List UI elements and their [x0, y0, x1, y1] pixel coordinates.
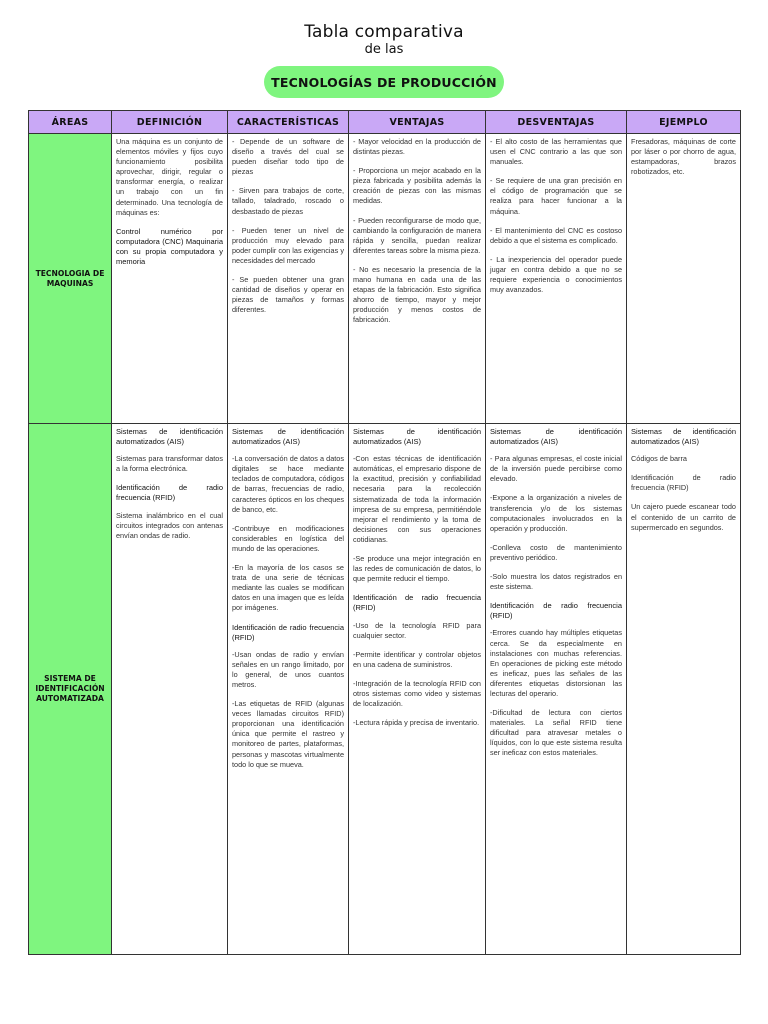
header-definicion: DEFINICIÓN: [112, 111, 228, 134]
cell-text: -Errores cuando hay múltiples etiquetas cerca. Se da especialmente en instalaciones con muchas referencias. En operaciones de picking este método es ineficaz, pues las señales de las diferentes etiquetas distorsionan las lecturas del operario.: [490, 628, 622, 698]
cell-text: -Usan ondas de radio y envían señales en un rango limitado, por lo general, de unos cuantos metros.: [232, 649, 344, 689]
cell-text: Sistema inalámbrico en el cual circuitos integrados con antenas envían ondas de radio.: [116, 510, 223, 540]
cell-text: - Pueden reconfigurarse de modo que, cambiando la configuración de manera rápida y sencilla, puedan realizar diferentes tareas sobre la misma pieza.: [353, 215, 481, 255]
table-row-maquinas: [29, 134, 741, 424]
cell-subheading: Sistemas de identificación automatizados (AIS): [353, 427, 481, 447]
desventajas-cell: [486, 424, 627, 955]
cell-text: -Conlleva costo de mantenimiento preventivo periódico.: [490, 542, 622, 562]
table-row-identificacion: [29, 424, 741, 955]
cell-text: - El mantenimiento del CNC es costoso debido a que el sistema es complicado.: [490, 225, 622, 245]
cell-text: Una máquina es un conjunto de elementos móviles y fijos cuyo funcionamiento posibilita aprovechar, dirigir, regular o transformar energía, o realizar un trabajo con un fin determinado. Una tecnología de máquinas es:: [116, 137, 223, 217]
ejemplo-cell: [627, 134, 741, 424]
area-cell: TECNOLOGIA DE MAQUINAS: [29, 134, 112, 424]
page-subtitle: de las: [364, 42, 404, 57]
ventajas-cell: [349, 134, 486, 424]
cell-text: - Para algunas empresas, el coste inicial de la inversión puede percibirse como elevado.: [490, 454, 622, 484]
desventajas-cell: [486, 134, 627, 424]
header-ejemplo: EJEMPLO: [627, 111, 741, 134]
cell-text: -Contribuye en modificaciones considerables en logística del mundo de las operaciones.: [232, 523, 344, 553]
header-ventajas: VENTAJAS: [349, 111, 486, 134]
area-cell: SISTEMA DE IDENTIFICACIÓN AUTOMATIZADA: [29, 424, 112, 955]
header-desventajas: DESVENTAJAS: [486, 111, 627, 134]
cell-text: Identificación de radio frecuencia (RFID): [631, 473, 736, 493]
cell-subheading: Sistemas de identificación automatizados (AIS): [116, 427, 223, 447]
cell-text: Códigos de barra: [631, 454, 687, 464]
ventajas-cell: [349, 424, 486, 955]
cell-text: -Las etiquetas de RFID (algunas veces llamadas circuitos RFID) proporcionan una identificación única que permite el rastreo y monitoreo de partes, plataformas, personas y mascotas virtualmente todo lo que se mueva.: [232, 699, 344, 769]
highlight-title-text: TECNOLOGÍAS DE PRODUCCIÓN: [271, 74, 497, 90]
cell-subheading: Identificación de radio frecuencia (RFID): [490, 601, 622, 621]
cell-subheading: Sistemas de identificación automatizados (AIS): [232, 427, 344, 447]
cell-text: -La conversación de datos a datos digitales se hace mediante teclados de computadora, códigos de barras, frecuencias de radio, caracteres ópticos en los cheques de banco, etc.: [232, 454, 344, 514]
cell-text: -Con estas técnicas de identificación automáticas, el empresario dispone de la exactitud, precisión y confiabilidad necesaria para la recolección sistematizada de toda la información impresa de su empresa, permitiéndole mejorar el rendimiento y la toma de decisiones con sus operaciones cotidianas.: [353, 454, 481, 544]
caracteristicas-cell: [228, 134, 349, 424]
definicion-cell: [112, 424, 228, 955]
comparison-table: [28, 110, 741, 955]
cell-text: -En la mayoría de los casos se trata de una serie de técnicas mediante las cuales se modifican datos en una imagen que es leída por imágenes.: [232, 563, 344, 613]
cell-text: - No es necesario la presencia de la mano humana en cada una de las etapas de la fabricación. Esto significa ahorro de tiempo, mayor y mejor producción y menos costos de fabricación.: [353, 264, 481, 325]
cell-text: - Se requiere de una gran precisión en el código de programación que se realiza para hacer funcionar a la máquina.: [490, 176, 622, 216]
cell-text: Control numérico por computadora (CNC) Maquinaria con su propia computadora y memoria: [116, 226, 223, 267]
header-caracteristicas: CARACTERÍSTICAS: [228, 111, 349, 134]
cell-text: -Lectura rápida y precisa de inventario.: [353, 718, 480, 728]
header-areas: ÁREAS: [29, 111, 112, 134]
cell-text: -Permite identificar y controlar objetos en una cadena de suministros.: [353, 649, 481, 669]
caracteristicas-cell: [228, 424, 349, 955]
highlight-title: [264, 66, 504, 98]
cell-text: - Mayor velocidad en la producción de distintas piezas.: [353, 137, 481, 157]
cell-text: -Dificultad de lectura con ciertos materiales. La señal RFID tiene dificultad para atravesar metales o líquidos, con lo que este sistema resulta ser ineficaz con estos materiales.: [490, 708, 622, 758]
cell-text: - Depende de un software de diseño a través del cual se pueden diseñar todo tipo de piezas: [232, 137, 344, 177]
cell-subheading: Sistemas de identificación automatizados (AIS): [490, 427, 622, 447]
cell-text: -Solo muestra los datos registrados en este sistema.: [490, 572, 622, 592]
definicion-cell: [112, 134, 228, 424]
cell-text: -Se produce una mejor integración en las redes de comunicación de datos, lo que permite reducir el tiempo.: [353, 554, 481, 584]
cell-text: Sistemas para transformar datos a la forma electrónica.: [116, 454, 223, 474]
header-row: [29, 111, 741, 134]
cell-text: - Se pueden obtener una gran cantidad de diseños y operar en piezas de tamaños y formas diferentes.: [232, 275, 344, 315]
cell-text: Fresadoras, máquinas de corte por láser o por chorro de agua, estampadoras, brazos robotizados, etc.: [631, 137, 736, 177]
cell-text: -Uso de la tecnología RFID para cualquier sector.: [353, 620, 481, 640]
cell-subheading: Sistemas de identificación automatizados (AIS): [631, 427, 736, 447]
cell-text: - La inexperiencia del operador puede jugar en contra debido a que no se requiere experiencia o conocimientos muy avanzados.: [490, 254, 622, 295]
page-title: Tabla comparativa: [304, 22, 464, 42]
cell-text: Un cajero puede escanear todo el contenido de un carrito de supermercado en segundos.: [631, 502, 736, 532]
cell-text: -Expone a la organización a niveles de transferencia y/o de los sistemas computacionales involucrados en la operación y producción.: [490, 493, 622, 533]
cell-text: - Pueden tener un nivel de producción muy elevado para poder cumplir con las exigencias y necesidades del mercado: [232, 225, 344, 265]
cell-text: -Integración de la tecnología RFID con otros sistemas como video y sistemas de localización.: [353, 678, 481, 709]
cell-subheading: Identificación de radio frecuencia (RFID): [353, 593, 481, 613]
cell-subheading: Identificación de radio frecuencia (RFID): [116, 483, 223, 503]
cell-text: - Sirven para trabajos de corte, tallado, taladrado, roscado o desbastado de piezas: [232, 186, 344, 216]
cell-subheading: Identificación de radio frecuencia (RFID): [232, 622, 344, 642]
cell-text: - Proporciona un mejor acabado en la pieza fabricada y posibilita además la creación de piezas con las mismas medidas.: [353, 166, 481, 206]
ejemplo-cell: [627, 424, 741, 955]
cell-text: - El alto costo de las herramientas que usen el CNC contrario a las que son manuales.: [490, 137, 622, 167]
